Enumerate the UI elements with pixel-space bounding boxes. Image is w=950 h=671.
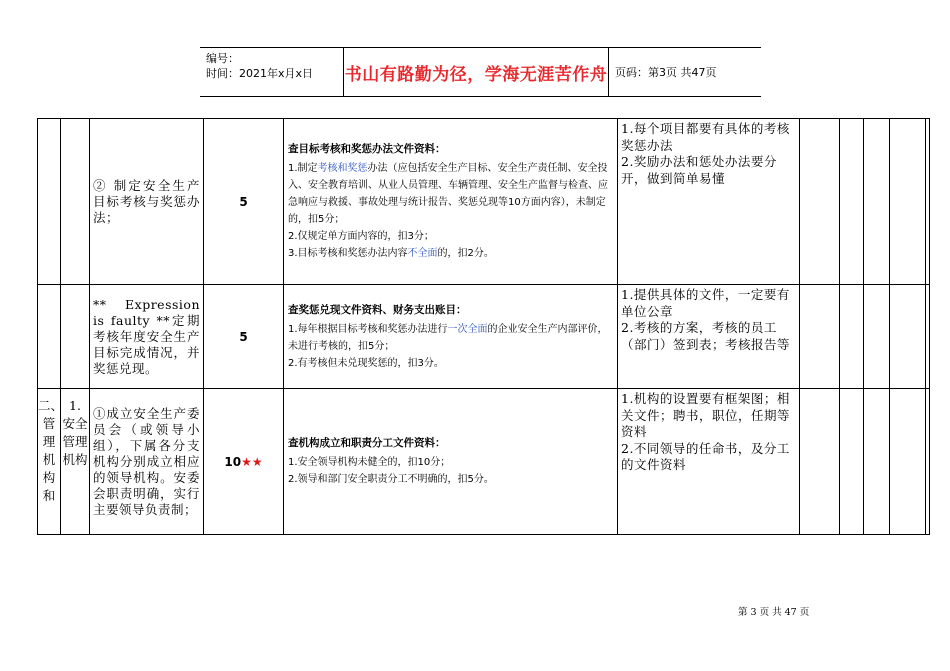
empty-cell xyxy=(864,285,890,389)
table-row xyxy=(38,119,930,285)
note-cell: 1.提供具体的文件，一定要有单位公章 2.考核的方案，考核的员工（部门）签到表；考核报告等 xyxy=(618,285,800,389)
item-cell: ② 制定安全生产目标考核与奖惩办法； xyxy=(90,119,204,285)
header-page-number: 页码：第3页 共47页 xyxy=(615,66,717,79)
note-cell: 1.每个项目都要有具体的考核奖惩办法 2.奖励办法和惩处办法要分开，做到简单易懂 xyxy=(618,119,800,285)
empty-cell xyxy=(840,119,864,285)
method-line-1: 1.每年根据目标考核和奖惩办法进行一次全面的企业安全生产内部评价，未进行考核的，扣5分； xyxy=(288,323,608,352)
star-icons: ★★ xyxy=(241,454,263,469)
method-line-2: 2.仅规定单方面内容的，扣3分； xyxy=(288,231,434,242)
empty-cell xyxy=(926,285,930,389)
note-cell: 1.机构的设置要有框架图；相关文件；聘书，职位，任期等资料 2.不同领导的任命书，及分工的文件资料 xyxy=(618,389,800,535)
assessment-table xyxy=(37,118,930,535)
method-title: 查目标考核和奖惩办法文件资料： xyxy=(288,143,446,155)
item-cell: ①成立安全生产委员会（或领导小组），下属各分支机构分别成立相应的领导机构。安委会职责明确，实行主要领导负责制； xyxy=(90,389,204,535)
page-footer: 第 3 页 共 47 页 xyxy=(738,607,810,618)
highlight-text: 考核和奖惩 xyxy=(317,163,368,174)
method-line-1: 1.制定考核和奖惩办法（应包括安全生产目标、安全生产责任制、安全投入、安全教育培训、从业人员管理、车辆管理、安全生产监督与检查、应急响应与救援、事故处理与统计报告、奖惩兑现等10方面内容），未制定的，扣5分； xyxy=(288,163,608,225)
method-line-1: 1.安全领导机构未健全的，扣10分； xyxy=(288,457,451,468)
empty-cell xyxy=(840,389,864,535)
method-line-2: 2.有考核但未兑现奖惩的，扣3分。 xyxy=(288,357,444,369)
empty-cell xyxy=(890,119,926,285)
document-number-label: 编号： xyxy=(206,52,239,65)
category-cell: 二、管理机构和 xyxy=(38,389,61,535)
method-line-2: 2.领导和部门安全职责分工不明确的，扣5分。 xyxy=(288,474,494,485)
empty-cell xyxy=(800,389,840,535)
empty-cell xyxy=(840,285,864,389)
header-motto: 书山有路勤为径，学海无涯苦作舟 xyxy=(343,48,609,96)
score-value: 10 xyxy=(224,454,242,469)
category-cell xyxy=(38,119,61,285)
item-cell: ** Expression is faulty **定期考核年度安全生产目标完成情况，并奖惩兑现。 xyxy=(90,285,204,389)
empty-cell xyxy=(926,119,930,285)
empty-cell xyxy=(890,389,926,535)
subcategory-cell xyxy=(61,119,90,285)
document-date: 时间：2021年x月x日 xyxy=(206,67,314,80)
subcategory-cell: 1. 安全管理机构 xyxy=(61,389,90,535)
method-cell xyxy=(284,389,618,535)
table-row xyxy=(38,389,930,535)
score-cell: 5 xyxy=(204,285,284,389)
empty-cell xyxy=(800,285,840,389)
page-header xyxy=(200,47,761,97)
empty-cell xyxy=(864,119,890,285)
empty-cell xyxy=(926,389,930,535)
method-title: 查奖惩兑现文件资料、财务支出账目： xyxy=(288,303,467,316)
category-cell xyxy=(38,285,61,389)
method-line-3: 3.目标考核和奖惩办法内容不全面的，扣2分。 xyxy=(288,248,494,259)
score-cell: 5 xyxy=(204,119,284,285)
method-title: 查机构成立和职责分工文件资料： xyxy=(288,437,446,449)
subcategory-cell xyxy=(61,285,90,389)
empty-cell xyxy=(800,119,840,285)
method-cell xyxy=(284,285,618,389)
header-meta xyxy=(200,48,343,96)
score-cell xyxy=(204,389,284,535)
highlight-text: 不全面 xyxy=(407,248,438,259)
empty-cell xyxy=(864,389,890,535)
method-cell xyxy=(284,119,618,285)
highlight-text: 一次全面 xyxy=(447,323,488,335)
empty-cell xyxy=(890,285,926,389)
table-row xyxy=(38,285,930,389)
